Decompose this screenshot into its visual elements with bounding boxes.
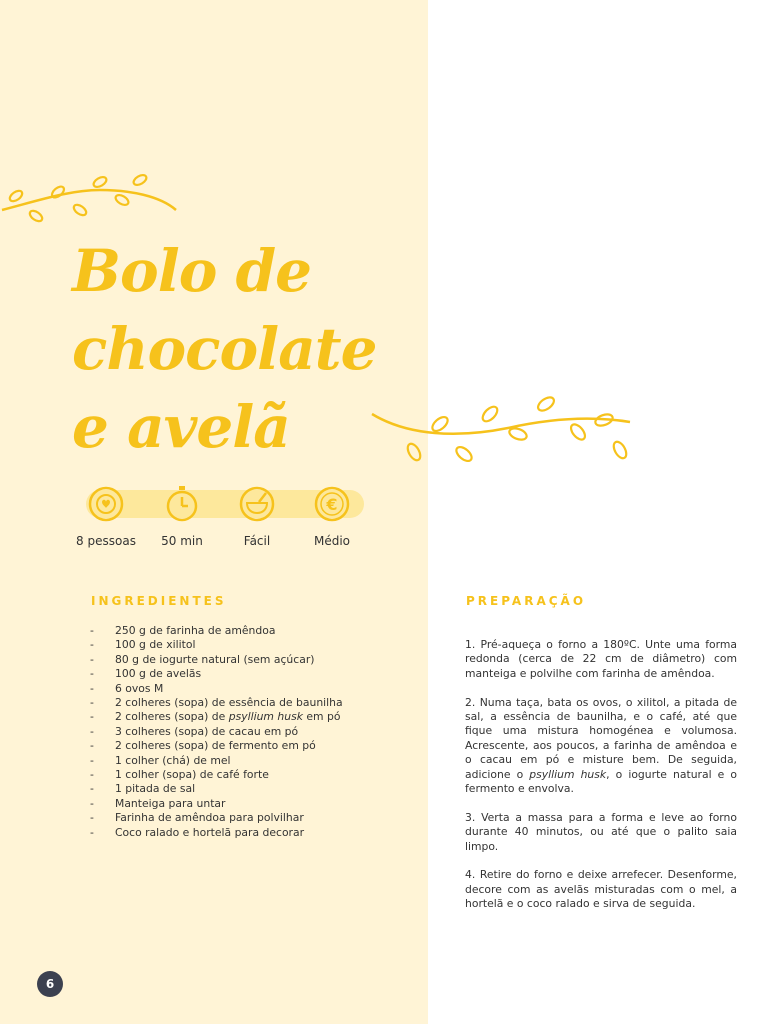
ingredient-item: - 2 colheres (sopa) de psyllium husk em pó	[90, 710, 410, 724]
time-label: 50 min	[161, 534, 203, 548]
title-line: e avelã	[72, 393, 290, 461]
ingredients-list	[90, 624, 410, 840]
mortar-icon	[237, 484, 277, 524]
servings-label: 8 pessoas	[76, 534, 136, 548]
cost-label: Médio	[313, 534, 351, 548]
recipe-title	[72, 232, 412, 466]
ingredient-item: - 1 pitada de sal	[90, 782, 410, 796]
ingredient-item: - 100 g de avelãs	[90, 667, 410, 681]
ingredient-item: - 6 ovos M	[90, 682, 410, 696]
vine-decoration-middle	[368, 392, 636, 472]
preparation-step: 1. Pré-aqueça o forno a 180ºC. Unte uma forma redonda (cerca de 22 cm de diâmetro) com manteiga e polvilhe com farinha de amêndoa.	[465, 638, 737, 680]
stopwatch-icon	[162, 484, 202, 524]
euro-coin-icon	[312, 484, 352, 524]
ingredient-item: - 1 colher (chá) de mel	[90, 754, 410, 768]
svg-text:€: €	[326, 495, 338, 514]
ingredients-heading: INGREDIENTES	[91, 594, 227, 608]
vine-decoration-top	[0, 170, 180, 230]
ingredient-item: - Manteiga para untar	[90, 797, 410, 811]
preparation-step: 3. Verta a massa para a forma e leve ao forno durante 40 minutos, ou até que o palito saia limpo.	[465, 810, 737, 853]
ingredient-item: - 2 colheres (sopa) de essência de baunilha	[90, 696, 410, 710]
title-line: chocolate	[72, 315, 377, 383]
preparation-step: 2. Numa taça, bata os ovos, o xilitol, a pitada de sal, a essência de baunilha, e o café, até que fique uma mistura homogénea e volumosa. Acrescente, aos poucos, a farinha de amêndoa e o cacau em pó e misture bem. De seguida, adicione o psyllium husk, o iogurte natural e o fermento e envolva.	[465, 695, 738, 796]
ingredient-item: - 100 g de xilitol	[90, 638, 410, 652]
preparation-heading: PREPARAÇÃO	[466, 594, 587, 608]
difficulty-label: Fácil	[243, 534, 271, 548]
ingredient-item: - 2 colheres (sopa) de fermento em pó	[90, 739, 410, 753]
ingredient-item: - 1 colher (sopa) de café forte	[90, 768, 410, 782]
ingredient-item: - 250 g de farinha de amêndoa	[90, 624, 410, 638]
page-number-badge: 6	[37, 971, 63, 997]
preparation-step: 4. Retire do forno e deixe arrefecer. Desenforme, decore com as avelãs misturadas com o mel, a hortelã e o coco ralado e sirva de seguida.	[465, 868, 737, 911]
preparation-steps	[465, 638, 737, 926]
ingredient-item: - 80 g de iogurte natural (sem açúcar)	[90, 653, 410, 667]
ingredient-item: - Coco ralado e hortelã para decorar	[90, 826, 410, 840]
ingredient-item: - Farinha de amêndoa para polvilhar	[90, 811, 410, 825]
title-line: Bolo de	[72, 237, 312, 305]
ingredient-item: - 3 colheres (sopa) de cacau em pó	[90, 725, 410, 739]
plate-icon	[86, 484, 126, 524]
